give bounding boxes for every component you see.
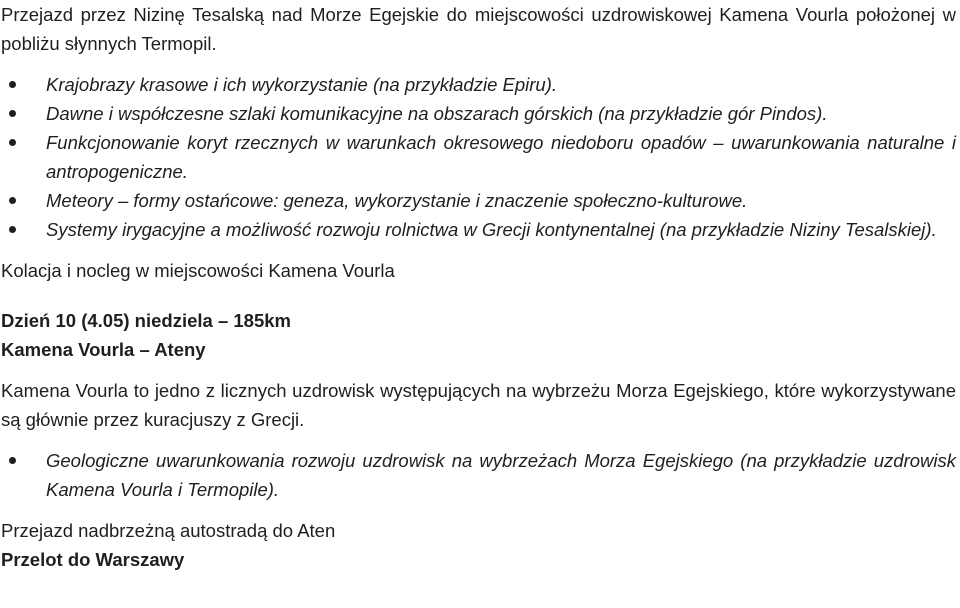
topic-item: Meteory – formy ostańcowe: geneza, wykorzystanie i znaczenie społeczno-kulturowe. <box>1 186 956 215</box>
spacer <box>1 504 956 516</box>
topic-item: Funkcjonowanie koryt rzecznych w warunkach okresowego niedoboru opadów – uwarunkowania naturalne i antropogeniczne. <box>1 128 956 186</box>
spacer <box>1 364 956 376</box>
topic-item: Dawne i współczesne szlaki komunikacyjne na obszarach górskich (na przykładzie gór Pindos). <box>1 99 956 128</box>
spacer <box>1 285 956 306</box>
day-heading: Dzień 10 (4.05) niedziela – 185km <box>1 310 291 331</box>
overnight-note: Kolacja i nocleg w miejscowości Kamena Vourla <box>1 260 395 281</box>
day-topics-list <box>1 446 956 504</box>
topic-item: Systemy irygacyjne a możliwość rozwoju rolnictwa w Grecji kontynentalnej (na przykładzie Niziny Tesalskiej). <box>1 215 956 244</box>
day-description: Kamena Vourla to jedno z licznych uzdrowisk występujących na wybrzeżu Morza Egejskiego, które wykorzystywane są głównie przez kuracjuszy z Grecji. <box>1 380 956 430</box>
spacer <box>1 58 956 70</box>
transfer-note: Przejazd nadbrzeżną autostradą do Aten <box>1 520 336 541</box>
spacer <box>1 244 956 256</box>
intro-paragraph: Przejazd przez Nizinę Tesalską nad Morze Egejskie do miejscowości uzdrowiskowej Kamena Vourla położonej w pobliżu słynnych Termopil. <box>1 4 956 54</box>
flight-note: Przelot do Warszawy <box>1 549 185 570</box>
topic-item: Krajobrazy krasowe i ich wykorzystanie (na przykładzie Epiru). <box>1 70 956 99</box>
spacer <box>1 434 956 446</box>
day-route: Kamena Vourla – Ateny <box>1 339 206 360</box>
topics-list <box>1 70 956 244</box>
topic-item: Geologiczne uwarunkowania rozwoju uzdrowisk na wybrzeżach Morza Egejskiego (na przykładzie uzdrowisk Kamena Vourla i Termopile). <box>1 446 956 504</box>
